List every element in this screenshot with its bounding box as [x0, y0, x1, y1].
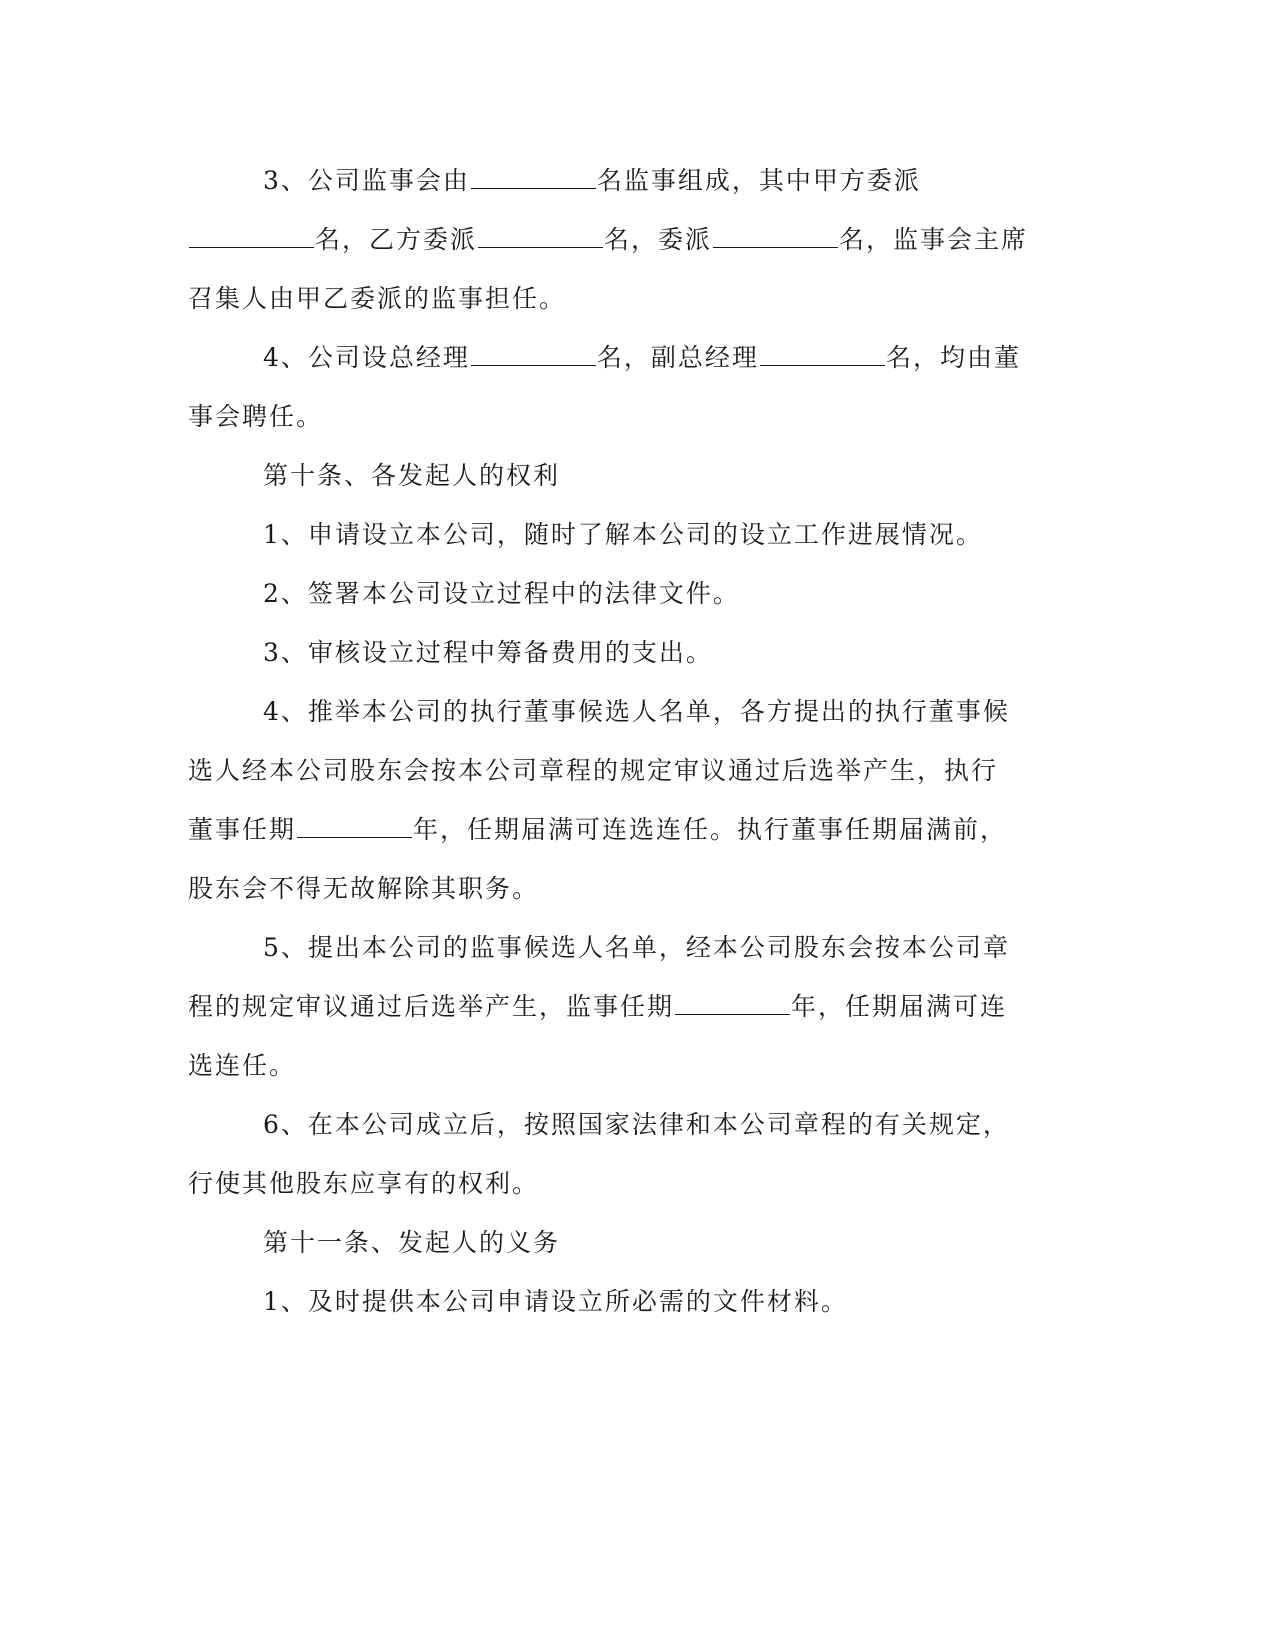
- paragraph-line: 董事任期 年，任期届满可连选连任。执行董事任期届满前，: [188, 800, 1068, 859]
- fill-blank: [471, 163, 596, 189]
- article-11-heading: 第十一条、发起人的义务: [263, 1228, 561, 1257]
- fill-blank: [189, 222, 314, 248]
- paragraph-line: 名，乙方委派 名，委派 名，监事会主席: [188, 210, 1068, 269]
- obligation-item-1: 1、及时提供本公司申请设立所必需的文件材料。: [263, 1287, 848, 1316]
- fill-blank: [760, 340, 885, 366]
- right-item-1: 1、申请设立本公司，随时了解本公司的设立工作进展情况。: [263, 520, 983, 549]
- right-item-6: [188, 1095, 1068, 1213]
- paragraph-line: 选连任。: [188, 1051, 297, 1080]
- paragraph-line: 程的规定审议通过后选举产生，监事任期 年，任期届满可连: [188, 977, 1068, 1036]
- paragraph-line: 行使其他股东应享有的权利。: [188, 1169, 540, 1198]
- right-item-4: [188, 682, 1068, 918]
- paragraph-line: 5、提出本公司的监事候选人名单，经本公司股东会按本公司章: [263, 933, 1010, 962]
- fill-blank: [478, 222, 603, 248]
- right-item-2: 2、签署本公司设立过程中的法律文件。: [263, 579, 740, 608]
- right-item-3: 3、审核设立过程中筹备费用的支出。: [263, 638, 713, 667]
- fill-blank: [471, 340, 596, 366]
- fill-blank: [297, 812, 412, 838]
- paragraph-line: 4、公司设总经理 名，副总经理 名，均由董: [188, 328, 1068, 387]
- paragraph-line: 股东会不得无故解除其职务。: [188, 874, 540, 903]
- right-item-5: [188, 918, 1068, 1095]
- paragraph-line: 召集人由甲乙委派的监事担任。: [188, 284, 567, 313]
- fill-blank: [675, 989, 790, 1015]
- paragraph-line: 3、公司监事会由 名监事组成，其中甲方委派: [188, 151, 1068, 210]
- paragraph-line: 4、推举本公司的执行董事候选人名单，各方提出的执行董事候: [263, 697, 1010, 726]
- article-10-heading: 第十条、各发起人的权利: [263, 461, 561, 490]
- paragraph-supervisors: [188, 151, 1068, 328]
- paragraph-managers: [188, 328, 1068, 446]
- paragraph-line: 选人经本公司股东会按本公司章程的规定审议通过后选举产生，执行: [188, 756, 999, 785]
- fill-blank: [713, 222, 838, 248]
- paragraph-line: 6、在本公司成立后，按照国家法律和本公司章程的有关规定，: [263, 1110, 1010, 1139]
- paragraph-line: 事会聘任。: [188, 402, 324, 431]
